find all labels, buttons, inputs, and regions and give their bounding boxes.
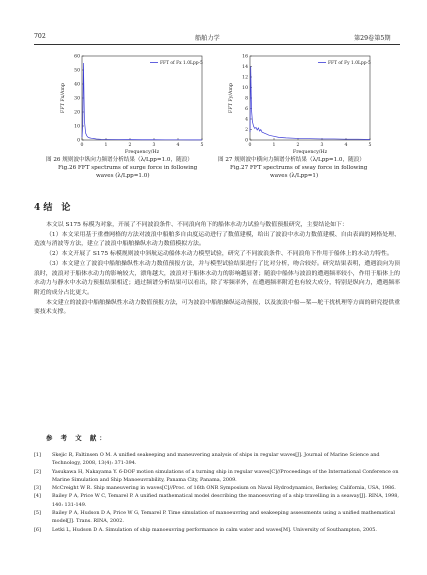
- conclusions-body: [34, 221, 400, 318]
- y-tick-label: 10: [242, 86, 248, 92]
- reference-item: [34, 509, 400, 526]
- y-axis-label: FFT Fy/Amp: [229, 82, 234, 114]
- figure-26-caption-en: Fig.26 FFT spectrums of surge force in following: [58, 165, 198, 171]
- conclusions-intro: 本文以 S175 标模为对象，开展了不同波浪条件、不同浪向角下的船体水动力试验与数值预报研究，主要结论如下：: [46, 222, 348, 228]
- reference-text: Skejic R, Faltinsen O M. A unified seakeeping and maneuvering analysis of ships in regular waves[J]. Journal of Marine Science and Technology, 2008, 13(4): 371-394.: [52, 452, 380, 467]
- reference-number: [1]: [34, 452, 41, 458]
- y-tick-label: 10: [74, 124, 80, 130]
- x-tick-label: 5: [368, 143, 372, 148]
- y-tick-label: 30: [74, 96, 80, 102]
- y-tick-label: 16: [242, 54, 248, 60]
- series-line: [250, 67, 370, 140]
- x-tick-label: 2: [128, 143, 132, 148]
- y-tick-label: 4: [245, 117, 248, 123]
- reference-number: [6]: [34, 526, 41, 533]
- figure-27-caption-en: Fig.27 FFT spectrums of sway force in following: [230, 165, 368, 171]
- legend-label: FFT of Fx 1.0Lpp-5: [160, 61, 203, 66]
- x-tick-label: 3: [152, 143, 156, 148]
- figure-26-caption-en-2: waves (λ/Lpp=1.0): [96, 173, 150, 179]
- reference-text: Bailey P A, Hudson D A, Price W G, Temarel P. Time simulation of manoeuvring and seakeeping assessments using a unified mathematical model[J]. Trans. RINA, 2002.: [52, 510, 395, 525]
- x-tick-label: 4: [344, 143, 348, 148]
- x-tick-label: 0: [248, 143, 252, 148]
- surge-force-fft-chart: [56, 52, 206, 156]
- figure-27-caption-en-2: waves (λ/Lpp=1): [270, 173, 319, 179]
- reference-text: Letki L, Hudson D A. Simulation of ship manoeuvring performance in calm water and waves[M]. University of Southampton, 2005.: [52, 526, 377, 533]
- reference-list: [34, 451, 400, 534]
- x-tick-label: 1: [104, 143, 108, 148]
- x-axis-label: Frequency/Hz: [292, 150, 328, 155]
- y-tick-label: 14: [242, 65, 248, 71]
- figure-26-caption-cn: 图 26 规则波中纵向力频谱分析结果（λ/Lpp=1.0，随浪）: [46, 157, 193, 163]
- reference-text: McCreight W R. Ship maneuvering in waves[C]//Proc. of 16th ONR Symposium on Naval Hydrodynamics, Berkeley, California, USA, 1986.: [52, 485, 396, 492]
- reference-text: Yasukawa H, Nakayama Y. 6-DOF motion simulations of a turning ship in regular waves[C]//Proceedings of the International Conference on Marine Simulation and Ship Manoeuvrability, Panama City, Panama, 2009.: [52, 468, 399, 483]
- reference-item: [34, 468, 400, 485]
- x-tick-label: 4: [176, 143, 180, 148]
- page-number: 702: [34, 33, 46, 40]
- reference-number: [5]: [34, 510, 41, 517]
- x-tick-label: 5: [200, 143, 204, 148]
- series-line: [82, 63, 202, 140]
- y-tick-label: 60: [74, 54, 80, 60]
- reference-item: [34, 484, 400, 492]
- reference-item: [34, 451, 400, 468]
- references-heading: 参 考 文 献：: [46, 434, 109, 442]
- y-tick-label: 8: [245, 96, 248, 102]
- reference-item: [34, 526, 400, 534]
- y-tick-label: 40: [74, 82, 80, 88]
- conclusion-item-3: （3）本文建立了波浪中船舶操纵性水动力数值预报方法，并与模型试验结果进行了比对分析，吻合较好。研究结果表明，遭遇浪向为顶浪时，波浪对于船体水动力的影响较大，漂角越大，波浪对于船体水动力的影响越显著；随浪中船体与波浪的遭遇频率较小，作用于船体上的水动力与静水中水动力预报结果相近；通过频谱分析结果可以看出，除了零频率外，在遭遇频率附近也有较大成分，特别是纵向力，遭遇频率附近的成分占比更大。: [34, 260, 400, 296]
- conclusion-summary: 本文建立的波浪中船舶操纵性水动力数值预报方法，可为波浪中船舶操纵运动预报，以及波浪中船—桨—舵干扰机理等方面的研究提供重要技术支撑。: [34, 299, 400, 316]
- reference-number: [4]: [34, 493, 41, 500]
- y-tick-label: 50: [74, 68, 80, 74]
- figure-27-caption-cn: 图 27 规则波中横向力频谱分析结果（λ/Lpp=1.0，随浪）: [218, 157, 365, 163]
- legend-label: FFT of Fy 1.0Lpp-5: [328, 61, 371, 66]
- reference-text: Bailey P A, Price W C, Temarel P. A unified mathematical model describing the manoeuvring of a ship travelling in a seaway[J]. RINA, 1998, 140: 131-149.: [52, 493, 399, 508]
- section-heading: 4 结 论: [34, 203, 71, 213]
- y-tick-label: 12: [242, 75, 248, 81]
- volume-issue: 第29卷第5期: [354, 35, 391, 42]
- plot-frame: [82, 56, 202, 140]
- y-axis-label: FFT Fx/Amp: [61, 82, 66, 114]
- conclusion-item-2: （2）本文开展了 S175 标模规则波中斜航运动船体水动力模型试验，研究了不同波浪条件、不同浪角下作用于船体上的水动力特性。: [46, 251, 393, 258]
- y-tick-label: 6: [245, 107, 248, 113]
- x-tick-label: 1: [272, 143, 276, 148]
- journal-name: 船舶力学: [195, 35, 220, 42]
- reference-number: [2]: [34, 468, 41, 475]
- y-tick-label: 2: [245, 128, 248, 134]
- reference-number: [3]: [34, 485, 41, 492]
- figure-26-caption: [46, 156, 197, 180]
- y-tick-label: 20: [74, 110, 80, 116]
- header-rule: [34, 44, 400, 45]
- x-axis-label: Frequency/Hz: [124, 150, 160, 155]
- figure-27-caption: [218, 156, 367, 180]
- conclusion-item-1: （1）本文采用基于重叠网格的方法对波浪中船舶多自由度运动进行了数值建模，给出了波浪中水动力数值建模、自由表面的网格处理、造波与消波等方法，建立了波浪中船舶操纵水动力数值模拟方法。: [34, 231, 400, 248]
- plot-frame: [250, 56, 370, 140]
- sway-force-fft-chart: [224, 52, 374, 156]
- y-tick-label: 0: [77, 138, 80, 144]
- x-tick-label: 0: [80, 143, 84, 148]
- y-tick-label: 0: [245, 138, 248, 144]
- reference-item: [34, 492, 400, 509]
- x-tick-label: 3: [320, 143, 324, 148]
- x-tick-label: 2: [296, 143, 300, 148]
